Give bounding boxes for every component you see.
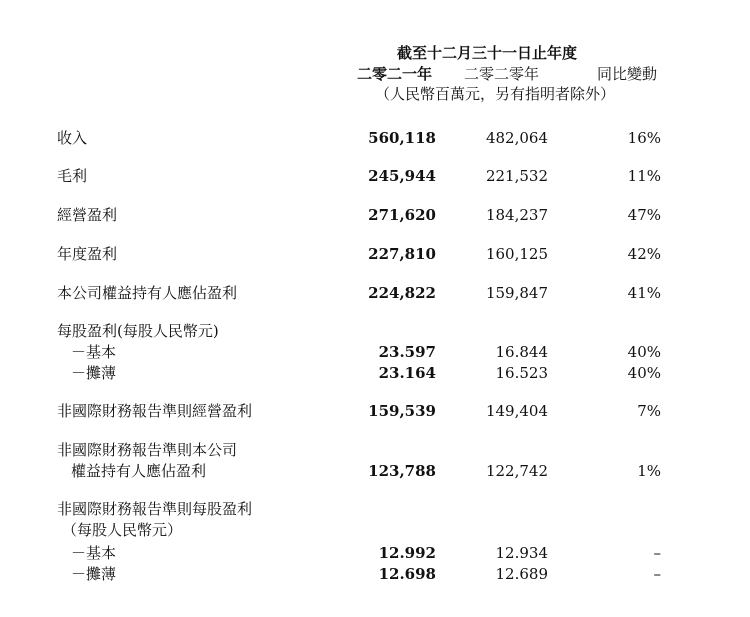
column-header-2021: 二零二一年 bbox=[357, 65, 433, 83]
value-2021-nonifrs-eps-basic: 12.992 bbox=[378, 544, 436, 562]
column-header-2020: 二零二零年 bbox=[464, 65, 540, 83]
unit-note: （人民幣百萬元，另有指明者除外） bbox=[375, 85, 616, 103]
row-label-profit-attributable: 本公司權益持有人應佔盈利 bbox=[57, 284, 238, 302]
row-label-revenue: 收入 bbox=[57, 129, 88, 147]
value-2020-eps-basic: 16.844 bbox=[495, 343, 548, 361]
row-label-eps: 每股盈利(每股人民幣元) bbox=[57, 322, 219, 340]
value-2020-nonifrs-operating: 149,404 bbox=[485, 402, 548, 420]
value-2020-gross-profit: 221,532 bbox=[485, 167, 548, 185]
value-2020-operating-profit: 184,237 bbox=[485, 206, 548, 224]
value-yoy-nonifrs-operating: 7% bbox=[637, 402, 661, 420]
value-2021-eps-basic: 23.597 bbox=[378, 343, 436, 361]
value-yoy-profit-for-year: 42% bbox=[627, 245, 661, 263]
value-2020-profit-for-year: 160,125 bbox=[485, 245, 548, 263]
value-2021-gross-profit: 245,944 bbox=[368, 167, 436, 185]
value-2020-eps-diluted: 16.523 bbox=[495, 364, 548, 382]
row-label-operating-profit: 經營盈利 bbox=[57, 206, 118, 224]
value-2020-nonifrs-eps-basic: 12.934 bbox=[495, 544, 548, 562]
value-yoy-operating-profit: 47% bbox=[627, 206, 661, 224]
row-label-eps-basic: －基本 bbox=[71, 343, 117, 361]
row-label-nonifrs-operating: 非國際財務報告準則經營盈利 bbox=[57, 402, 253, 420]
value-yoy-eps-diluted: 40% bbox=[627, 364, 661, 382]
row-label-nonifrs-attributable-line1: 非國際財務報告準則本公司 bbox=[57, 441, 238, 459]
value-2020-nonifrs-eps-diluted: 12.689 bbox=[495, 565, 548, 583]
value-yoy-nonifrs-eps-diluted: – bbox=[653, 565, 661, 583]
row-label-nonifrs-eps-line1: 非國際財務報告準則每股盈利 bbox=[57, 500, 253, 518]
column-header-yoy: 同比變動 bbox=[597, 65, 658, 83]
value-2021-nonifrs-operating: 159,539 bbox=[368, 402, 436, 420]
value-yoy-profit-attributable: 41% bbox=[627, 284, 661, 302]
value-2020-revenue: 482,064 bbox=[485, 129, 548, 147]
value-yoy-gross-profit: 11% bbox=[627, 167, 661, 185]
row-label-nonifrs-attributable-line2: 權益持有人應佔盈利 bbox=[71, 462, 207, 480]
row-label-nonifrs-eps-diluted: －攤薄 bbox=[71, 565, 117, 583]
value-2020-profit-attributable: 159,847 bbox=[485, 284, 548, 302]
value-yoy-nonifrs-eps-basic: – bbox=[653, 544, 661, 562]
value-2021-revenue: 560,118 bbox=[368, 129, 436, 147]
row-label-nonifrs-eps-line2: （每股人民幣元） bbox=[62, 521, 183, 539]
value-yoy-eps-basic: 40% bbox=[627, 343, 661, 361]
value-2021-operating-profit: 271,620 bbox=[368, 206, 436, 224]
value-2020-nonifrs-attributable: 122,742 bbox=[485, 462, 548, 480]
value-yoy-revenue: 16% bbox=[627, 129, 661, 147]
value-2021-nonifrs-eps-diluted: 12.698 bbox=[378, 565, 436, 583]
value-yoy-nonifrs-attributable: 1% bbox=[637, 462, 661, 480]
value-2021-profit-attributable: 224,822 bbox=[368, 284, 436, 302]
value-2021-eps-diluted: 23.164 bbox=[378, 364, 436, 382]
period-title: 截至十二月三十一日止年度 bbox=[397, 44, 578, 62]
row-label-gross-profit: 毛利 bbox=[57, 167, 88, 185]
value-2021-nonifrs-attributable: 123,788 bbox=[368, 462, 436, 480]
value-2021-profit-for-year: 227,810 bbox=[368, 245, 436, 263]
row-label-eps-diluted: －攤薄 bbox=[71, 364, 117, 382]
row-label-nonifrs-eps-basic: －基本 bbox=[71, 544, 117, 562]
row-label-profit-for-year: 年度盈利 bbox=[57, 245, 118, 263]
